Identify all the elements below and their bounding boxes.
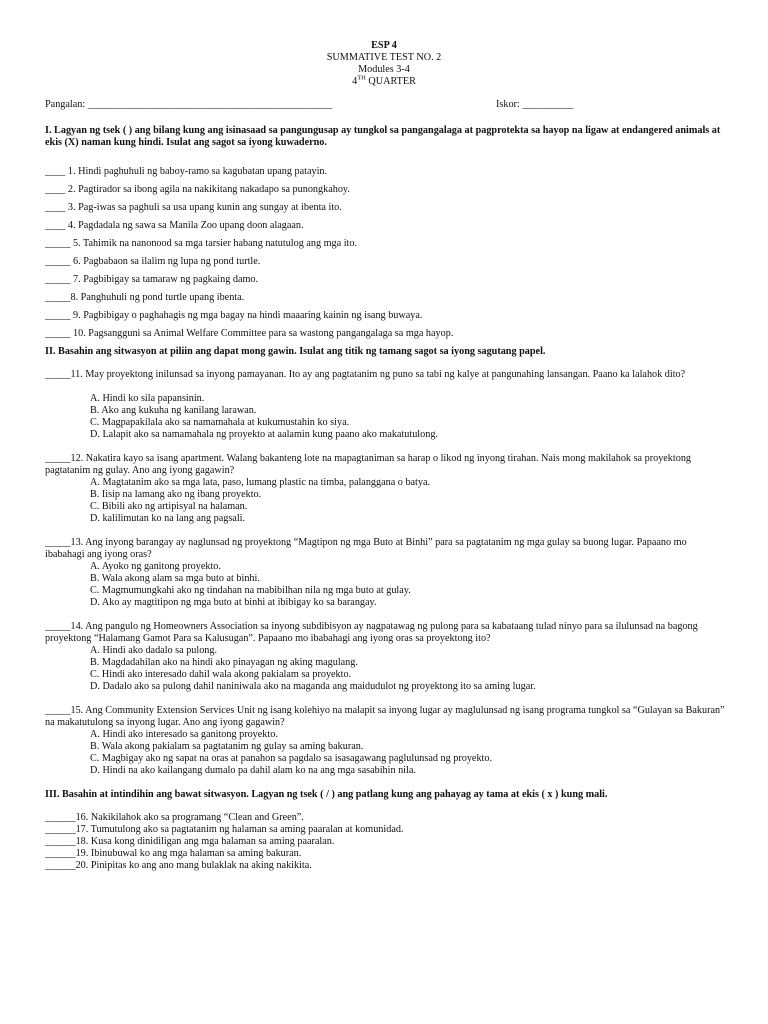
- part1-item[interactable]: ____ 2. Pagtirador sa ibong agila na nakikitang nakadapo sa punongkahoy.: [45, 184, 350, 195]
- score-blank[interactable]: __________: [522, 99, 574, 110]
- subject-title: ESP 4: [371, 40, 397, 51]
- part3-item[interactable]: ______19. Ibinubuwal ko ang mga halaman sa aming bakuran.: [45, 848, 302, 859]
- choice-a: A. Magtatanim ako sa mga lata, paso, lumang plastic na timba, palanggana o batya.: [90, 477, 431, 488]
- modules-label: Modules 3-4: [358, 64, 410, 75]
- part3-item[interactable]: ______18. Kusa kong dinidiligan ang mga halaman sa aming paaralan.: [45, 836, 335, 847]
- choice-c: C. Bibili ako ng artipisyal na halaman.: [90, 501, 248, 512]
- part1-item[interactable]: _____ 5. Tahimik na nanonood sa mga tarsier habang natutulog ang mga ito.: [45, 238, 358, 249]
- part3-instruction: III. Basahin at intindihin ang bawat sitwasyon. Lagyan ng tsek ( / ) ang patlang kung ang pahayag ay tama at ekis ( x ) kung mali.: [45, 789, 608, 800]
- part1-item[interactable]: _____ 6. Pagbabaon sa ilalim ng lupa ng pond turtle.: [45, 256, 261, 267]
- choice-a: A. Ayoko ng ganitong proyekto.: [90, 561, 221, 572]
- part1-item[interactable]: ____ 1. Hindi paghuhuli ng baboy-ramo sa kagubatan upang patayin.: [45, 166, 328, 177]
- name-label: Pangalan:: [45, 99, 86, 110]
- part3-item[interactable]: ______17. Tumutulong ako sa pagtatanim ng halaman sa aming paaralan at komunidad.: [45, 824, 404, 835]
- test-title: SUMMATIVE TEST NO. 2: [326, 52, 442, 63]
- choice-b: B. Ako ang kukuha ng kanilang larawan.: [90, 405, 257, 416]
- choice-c: C. Magpapakilala ako sa namamahala at kukumustahin ko siya.: [90, 417, 350, 428]
- part1-item[interactable]: ____ 4. Pagdadala ng sawa sa Manila Zoo upang doon alagaan.: [45, 220, 304, 231]
- name-blank[interactable]: ________________________________________________: [87, 99, 333, 110]
- question-stem[interactable]: _____12. Nakatira kayo sa isang apartment. Walang bakanteng lote na mapagtaniman sa harap o likod ng inyong tirahan. Nais mong makilahok sa proyektong pagtatanim ng gulay. Ano ang iyong gagawin?: [45, 453, 692, 476]
- choice-c: C. Magbigay ako ng sapat na oras at panahon sa pagdalo sa isasagawang paglulunsad ng proyekto.: [90, 753, 493, 764]
- score-field[interactable]: [496, 99, 573, 111]
- part1-item[interactable]: _____8. Panghuhuli ng pond turtle upang ibenta.: [45, 292, 245, 303]
- choice-a: A. Hindi ako interesado sa ganitong proyekto.: [90, 729, 278, 740]
- name-field[interactable]: [45, 99, 332, 111]
- quarter-number: 4: [352, 76, 358, 87]
- part3-item[interactable]: ______20. Pinipitas ko ang ano mang bulaklak na aking nakikita.: [45, 860, 312, 871]
- choice-c: C. Magmumungkahi ako ng tindahan na mabibilhan nila ng mga buto at gulay.: [90, 585, 411, 596]
- choice-d: D. Ako ay magtitipon ng mga buto at binhi at ibibigay ko sa barangay.: [90, 597, 377, 608]
- choice-d: D. Hindi na ako kailangang dumalo pa dahil alam ko na ang mga sasabihin nila.: [90, 765, 416, 776]
- choice-b: B. Iisip na lamang ako ng ibang proyekto.: [90, 489, 262, 500]
- part1-item[interactable]: _____ 10. Pagsangguni sa Animal Welfare Committee para sa wastong pangangalaga sa mga hayop.: [45, 328, 454, 339]
- choice-a: A. Hindi ako dadalo sa pulong.: [90, 645, 218, 656]
- part1-item[interactable]: _____ 7. Pagbibigay sa tamaraw ng pagkaing damo.: [45, 274, 259, 285]
- question-stem[interactable]: _____13. Ang inyong barangay ay naglunsad ng proyektong “Magtipon ng mga Buto at Binhi” para sa pagtatanim ng mga gulay sa buong lugar. Papaano mo ibabahagi ang iyong oras?: [45, 537, 687, 560]
- choice-d: D. Lalapit ako sa namamahala ng proyekto at aalamin kung paano ako makatutulong.: [90, 429, 438, 440]
- quarter-word: QUARTER: [368, 76, 416, 87]
- part3-item[interactable]: ______16. Nakikilahok ako sa programang “Clean and Green”.: [45, 812, 304, 823]
- part1-item[interactable]: _____ 9. Pagbibigay o paghahagis ng mga bagay na hindi maaaring kainin ng isang buwaya.: [45, 310, 423, 321]
- choice-b: B. Wala akong alam sa mga buto at binhi.: [90, 573, 260, 584]
- test-header: [0, 40, 768, 88]
- quarter-superscript: TH: [357, 74, 366, 82]
- quarter-label: [0, 76, 768, 88]
- choice-b: B. Wala akong pakialam sa pagtatanim ng gulay sa aming bakuran.: [90, 741, 364, 752]
- choice-a: A. Hindi ko sila papansinin.: [90, 393, 205, 404]
- choice-b: B. Magdadahilan ako na hindi ako pinayagan ng aking magulang.: [90, 657, 358, 668]
- question-stem[interactable]: _____14. Ang pangulo ng Homeowners Association sa inyong subdibisyon ay nagpatawag ng pulong para sa kabataang tulad ninyo para sa ilulunsad na bagong proyektong “Halamang Gamot Para sa Kalusugan”. Papaano mo ibabahagi ang iyong oras sa proyektong ito?: [45, 621, 698, 644]
- part1-instruction: I. Lagyan ng tsek ( ) ang bilang kung ang isinasaad sa pangungusap ay tungkol sa pangangalaga at pagprotekta sa hayop na ligaw at endangered animals at ekis (X) naman kung hindi. Isulat ang sagot sa iyong kuwaderno.: [45, 125, 721, 148]
- choice-d: D. kalilimutan ko na lang ang pagsali.: [90, 513, 246, 524]
- question-stem[interactable]: _____11. May proyektong inilunsad sa inyong pamayanan. Ito ay ang pagtatanim ng puno sa tabi ng kalye at pangunahing lansangan. Paano ka lalahok dito?: [45, 369, 686, 380]
- part1-item[interactable]: ____ 3. Pag-iwas sa paghuli sa usa upang kunin ang sungay at ibenta ito.: [45, 202, 342, 213]
- question-stem[interactable]: _____15. Ang Community Extension Services Unit ng isang kolehiyo na malapit sa inyong lugar ay maglulunsad ng isang programa tungkol sa “Gulayan sa Bakuran” na makatutulong sa inyong lugar. Ano ang iyong gagawin?: [45, 705, 725, 728]
- choice-c: C. Hindi ako interesado dahil wala akong pakialam sa proyekto.: [90, 669, 352, 680]
- part2-instruction: II. Basahin ang sitwasyon at piliin ang dapat mong gawin. Isulat ang titik ng tamang sagot sa iyong sagutang papel.: [45, 346, 546, 357]
- choice-d: D. Dadalo ako sa pulong dahil naniniwala ako na maganda ang maidudulot ng proyektong ito sa aming lugar.: [90, 681, 536, 692]
- score-label: Iskor:: [496, 99, 520, 110]
